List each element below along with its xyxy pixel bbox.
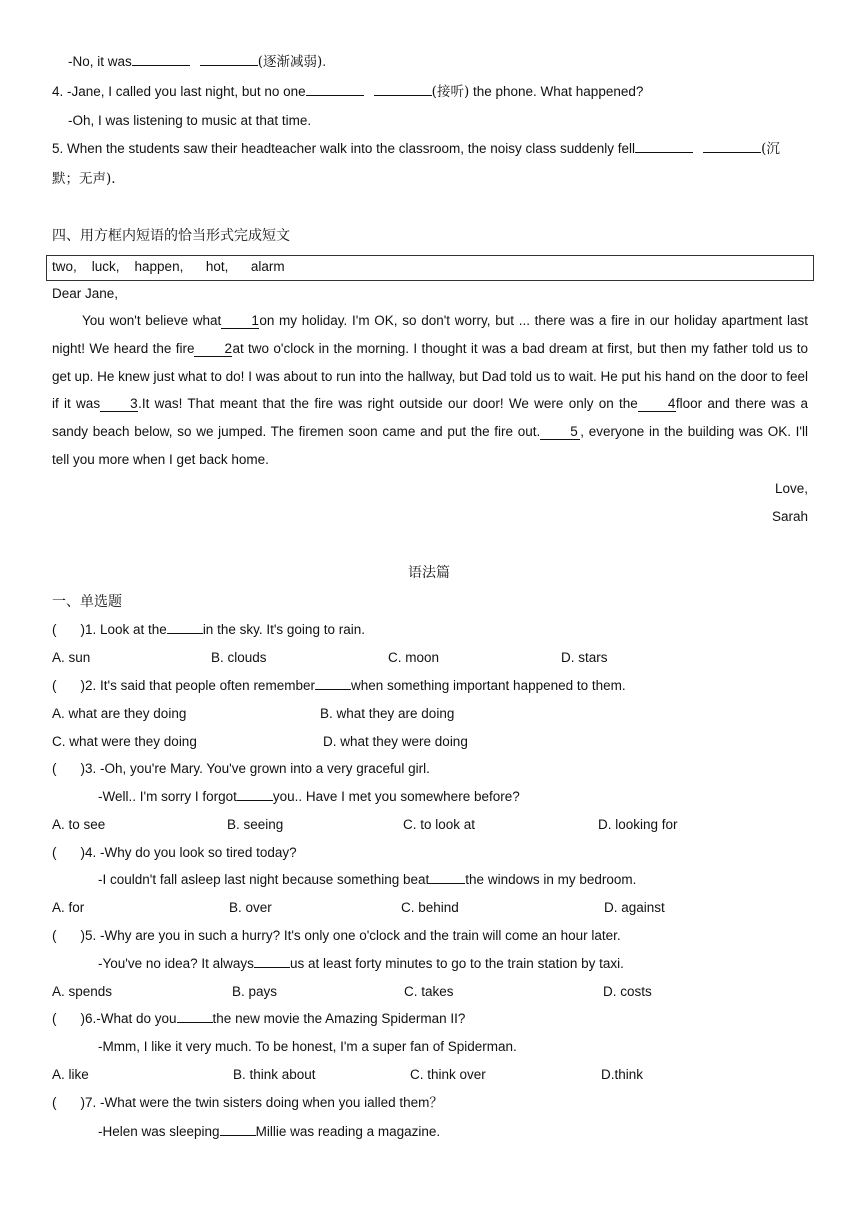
- option-c[interactable]: C. behind: [401, 900, 459, 915]
- answer-blank[interactable]: [315, 677, 351, 690]
- answer-paren-open: (: [52, 761, 57, 776]
- question-4-grammar: [52, 844, 297, 862]
- question-stem: the new movie the Amazing Spiderman II?: [212, 1011, 466, 1026]
- passage-blank-2[interactable]: 2: [194, 342, 232, 357]
- word-box: [46, 255, 814, 281]
- answer-paren-close: ): [80, 845, 85, 860]
- grammar-title: 语法篇: [408, 565, 450, 581]
- passage-text: You won't believe what: [82, 313, 222, 328]
- question-stem: Millie was reading a magazine.: [255, 1124, 441, 1139]
- q3-reply-line: [68, 53, 326, 71]
- q4-text: 4. -Jane, I called you last night, but no one: [52, 84, 306, 99]
- answer-paren-close: ): [80, 678, 85, 693]
- option-b[interactable]: B. what they are doing: [320, 706, 455, 721]
- question-stem: -You've no idea? It always: [98, 956, 254, 971]
- option-c[interactable]: C. takes: [404, 984, 454, 999]
- answer-paren-open: (: [52, 928, 57, 943]
- option-d[interactable]: D. looking for: [598, 817, 678, 832]
- question-5-grammar: [52, 927, 621, 945]
- option-b[interactable]: B. clouds: [211, 650, 267, 665]
- question-4: [52, 83, 643, 101]
- option-a[interactable]: A. for: [52, 900, 85, 915]
- q4-end: the phone. What happened?: [469, 84, 644, 99]
- q3-reply-text: -No, it was: [68, 54, 132, 69]
- question-7-grammar: [52, 1094, 443, 1112]
- passage-text: floor and there was a sandy beach below, so we jumped. The firemen soon came and put the fire out.: [52, 396, 809, 440]
- q4-reply: -Oh, I was listening to music at that time.: [68, 113, 312, 128]
- answer-blank[interactable]: [132, 53, 190, 66]
- question-stem: -Helen was sleeping: [98, 1124, 220, 1139]
- answer-blank[interactable]: [703, 140, 761, 153]
- answer-paren-close: ): [80, 1011, 85, 1026]
- q5-text: 5. When the students saw their headteacher walk into the classroom, the noisy class suddenly fell: [52, 141, 636, 156]
- grammar-section-heading: 一、单选题: [52, 594, 122, 610]
- option-a[interactable]: A. spends: [52, 984, 113, 999]
- option-b[interactable]: B. pays: [232, 984, 278, 999]
- answer-blank[interactable]: [220, 1123, 256, 1136]
- option-a[interactable]: A. to see: [52, 817, 106, 832]
- option-d[interactable]: D.think: [601, 1067, 644, 1082]
- option-d[interactable]: D. costs: [603, 984, 652, 999]
- question-stem: 7. -What were the twin sisters doing when you ialled them？: [85, 1095, 443, 1110]
- question-1: [52, 621, 365, 639]
- word-box-words: two, luck, happen, hot, alarm: [52, 259, 285, 274]
- question-stem: 2. It's said that people often remember: [85, 678, 315, 693]
- answer-blank[interactable]: [374, 83, 432, 96]
- question-stem: 5. -Why are you in such a hurry? It's only one o'clock and the train will come an hour later.: [85, 928, 621, 943]
- option-d[interactable]: D. against: [604, 900, 665, 915]
- answer-blank[interactable]: [254, 955, 290, 968]
- question-stem: when something important happened to them.: [350, 678, 626, 693]
- answer-paren-close: ): [80, 1095, 85, 1110]
- option-d[interactable]: D. what they were doing: [323, 734, 468, 749]
- answer-paren-open: (: [52, 678, 57, 693]
- question-stem: 3. -Oh, you're Mary. You've grown into a very graceful girl.: [85, 761, 430, 776]
- answer-blank[interactable]: [177, 1010, 213, 1023]
- answer-paren-close: ): [80, 622, 85, 637]
- answer-blank[interactable]: [635, 140, 693, 153]
- option-a[interactable]: A. what are they doing: [52, 706, 187, 721]
- question-stem: the windows in my bedroom.: [465, 872, 637, 887]
- option-b[interactable]: B. think about: [233, 1067, 316, 1082]
- option-c[interactable]: C. think over: [410, 1067, 486, 1082]
- answer-blank[interactable]: [429, 871, 465, 884]
- question-stem: us at least forty minutes to go to the train station by taxi.: [289, 956, 624, 971]
- option-b[interactable]: B. seeing: [227, 817, 284, 832]
- section-heading: 四、用方框内短语的恰当形式完成短文: [52, 228, 290, 244]
- question-3: [52, 760, 430, 778]
- chinese-hint: (逐渐减弱): [257, 54, 323, 70]
- question-3-followup: [98, 788, 520, 806]
- question-stem: -I couldn't fall asleep last night because something beat: [98, 872, 430, 887]
- chinese-hint: (沉: [761, 141, 780, 157]
- question-4-followup: [98, 871, 636, 889]
- question-7-followup: [98, 1123, 440, 1141]
- chinese-hint-continued: 默；无声).: [52, 171, 116, 187]
- answer-blank[interactable]: [237, 788, 273, 801]
- chinese-hint: (接听): [431, 84, 470, 100]
- question-6-grammar: [52, 1010, 465, 1028]
- answer-blank[interactable]: [167, 621, 203, 634]
- question-6-followup: -Mmm, I like it very much. To be honest, I'm a super fan of Spiderman.: [98, 1039, 517, 1054]
- question-2: [52, 677, 626, 695]
- passage-blank-1[interactable]: 1: [221, 314, 259, 329]
- option-c[interactable]: C. what were they doing: [52, 734, 197, 749]
- option-a[interactable]: A. sun: [52, 650, 91, 665]
- question-stem: you.. Have I met you somewhere before?: [272, 789, 520, 804]
- question-stem: in the sky. It's going to rain.: [202, 622, 365, 637]
- passage-blank-5[interactable]: 5: [540, 425, 580, 440]
- letter-greeting: Dear Jane,: [52, 286, 119, 301]
- option-c[interactable]: C. to look at: [403, 817, 476, 832]
- passage-text: , everyone in the building was OK. I'll tell you more when I get back home.: [52, 424, 808, 467]
- answer-paren-close: ): [80, 761, 85, 776]
- passage-blank-3[interactable]: 3: [100, 397, 138, 412]
- question-5: [52, 140, 780, 158]
- answer-paren-close: ): [80, 928, 85, 943]
- option-b[interactable]: B. over: [229, 900, 272, 915]
- answer-paren-open: (: [52, 845, 57, 860]
- answer-paren-open: (: [52, 622, 57, 637]
- letter-closing: Love,: [774, 481, 808, 496]
- option-a[interactable]: A. like: [52, 1067, 89, 1082]
- answer-blank[interactable]: [306, 83, 364, 96]
- letter-signature: Sarah: [771, 509, 808, 524]
- answer-blank[interactable]: [200, 53, 258, 66]
- passage-blank-4[interactable]: 4: [638, 397, 676, 412]
- question-stem: 4. -Why do you look so tired today?: [85, 845, 297, 860]
- passage-text: on my holiday. I'm OK, so don't worry, but ... there was a fire in our holiday apartment last night! We heard the fire: [52, 313, 808, 356]
- question-stem: 1. Look at the: [85, 622, 167, 637]
- option-c[interactable]: C. moon: [388, 650, 440, 665]
- passage-text: at two o'clock in the morning. I thought it was a bad dream at first, but then my father told us to get up. He knew just what to do! I was about to run into the hallway, but Dad told us to wait. He put his hand on the door to feel if it was: [52, 340, 808, 412]
- punctuation: .: [322, 54, 327, 69]
- passage-text: .It was! That meant that the fire was right outside our door! We were only on the: [138, 396, 638, 412]
- letter-passage: [52, 307, 808, 474]
- option-d[interactable]: D. stars: [561, 650, 608, 665]
- question-stem: 6.-What do you: [85, 1011, 177, 1026]
- question-5-followup: [98, 955, 624, 973]
- answer-paren-open: (: [52, 1095, 57, 1110]
- answer-paren-open: (: [52, 1011, 57, 1026]
- question-stem: -Well.. I'm sorry I forgot: [98, 789, 237, 804]
